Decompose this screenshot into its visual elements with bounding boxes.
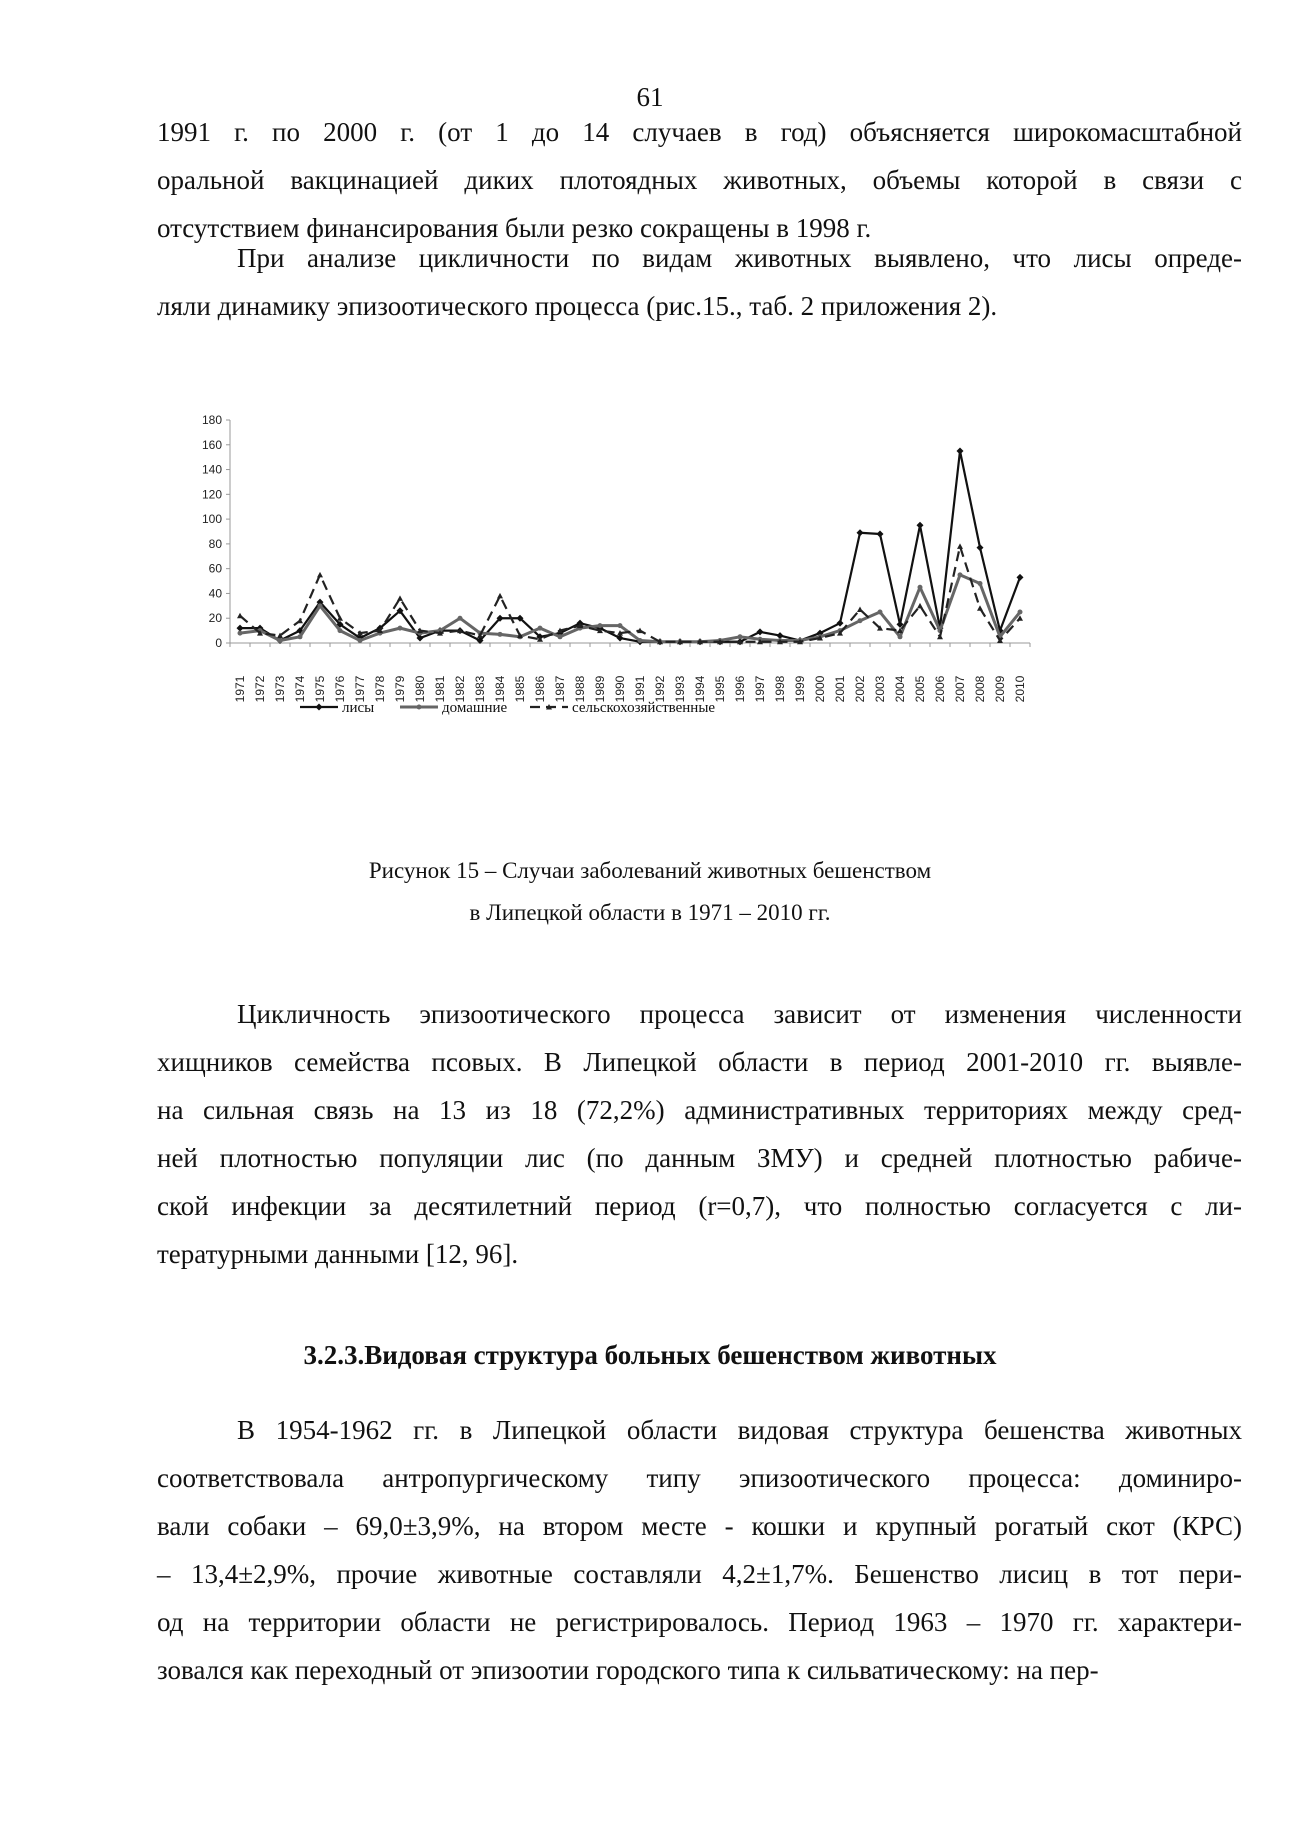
x-tick-label: 1983 bbox=[473, 675, 487, 703]
y-tick-label: 100 bbox=[201, 512, 222, 527]
x-tick-label: 1972 bbox=[253, 675, 267, 703]
text-line: – 13,4±2,9%, прочие животные составляли 4,2±1,7%. Бешенство лисиц в тот пери- bbox=[157, 1559, 1242, 1589]
data-point bbox=[398, 626, 403, 631]
x-tick-label: 1986 bbox=[533, 675, 547, 703]
y-tick-label: 140 bbox=[201, 462, 222, 477]
data-point bbox=[957, 447, 964, 454]
x-tick-label: 1974 bbox=[293, 675, 307, 703]
x-tick-label: 1987 bbox=[553, 675, 567, 703]
data-point bbox=[978, 581, 983, 586]
data-point bbox=[917, 603, 923, 609]
data-point bbox=[598, 623, 603, 628]
data-point bbox=[878, 610, 883, 615]
data-point bbox=[558, 634, 563, 639]
x-tick-label: 2005 bbox=[913, 675, 927, 703]
x-tick-label: 1990 bbox=[613, 675, 627, 703]
y-tick-label: 160 bbox=[201, 437, 222, 452]
data-point bbox=[397, 595, 403, 601]
text-line: отсутствием финансирования были резко сокращены в 1998 г. bbox=[157, 213, 872, 243]
x-tick-label: 2009 bbox=[993, 675, 1007, 703]
text-line: ляли динамику эпизоотического процесса (рис.15., таб. 2 приложения 2). bbox=[157, 291, 998, 321]
x-tick-label: 1984 bbox=[493, 675, 507, 703]
data-point bbox=[297, 618, 303, 624]
x-tick-label: 1975 bbox=[313, 675, 327, 703]
legend-label: сельскохозяйственные bbox=[572, 700, 716, 716]
section-heading: 3.2.3.Видовая структура больных бешенством животных bbox=[303, 1340, 997, 1370]
x-tick-label: 2002 bbox=[853, 675, 867, 703]
x-tick-label: 1985 bbox=[513, 675, 527, 703]
text-line: од на территории области не регистрировалось. Период 1963 – 1970 гг. характери- bbox=[157, 1607, 1242, 1637]
paragraph-1 bbox=[157, 108, 1242, 252]
data-point bbox=[857, 607, 863, 613]
data-point bbox=[1018, 610, 1023, 615]
data-point bbox=[617, 635, 624, 642]
x-tick-label: 2010 bbox=[1013, 675, 1027, 703]
x-tick-label: 1971 bbox=[233, 675, 247, 703]
x-tick-label: 1978 bbox=[373, 675, 387, 703]
x-tick-label: 1996 bbox=[733, 675, 747, 703]
data-point bbox=[957, 543, 963, 549]
x-tick-label: 2000 bbox=[813, 675, 827, 703]
data-point bbox=[857, 529, 864, 536]
data-point bbox=[918, 585, 923, 590]
data-point bbox=[858, 618, 863, 623]
x-tick-label: 1980 bbox=[413, 675, 427, 703]
x-tick-label: 2001 bbox=[833, 675, 847, 703]
x-tick-label: 2007 bbox=[953, 675, 967, 703]
x-tick-label: 2003 bbox=[873, 675, 887, 703]
data-point bbox=[458, 616, 463, 621]
figure-caption-line-1: Рисунок 15 – Случаи заболеваний животных бешенством bbox=[368, 858, 932, 883]
data-point bbox=[837, 620, 844, 627]
line-chart bbox=[170, 403, 1040, 743]
x-tick-label: 1981 bbox=[433, 675, 447, 703]
data-point bbox=[738, 634, 743, 639]
x-tick-label: 1977 bbox=[353, 675, 367, 703]
data-point bbox=[917, 522, 924, 529]
data-point bbox=[777, 632, 784, 639]
text-line: Цикличность эпизоотического процесса зависит от изменения численности bbox=[237, 999, 1242, 1029]
x-tick-label: 1999 bbox=[793, 675, 807, 703]
data-point bbox=[757, 628, 764, 635]
data-point bbox=[237, 613, 243, 619]
data-point bbox=[298, 634, 303, 639]
data-point bbox=[937, 634, 943, 640]
text-line: В 1954-1962 гг. в Липецкой области видовая структура бешенства животных bbox=[237, 1415, 1242, 1445]
text-line: вали собаки – 69,0±3,9%, на втором месте - кошки и крупный рогатый скот (КРС) bbox=[157, 1511, 1242, 1541]
x-tick-label: 1973 bbox=[273, 675, 287, 703]
data-point bbox=[238, 631, 243, 636]
x-tick-label: 1994 bbox=[693, 675, 707, 703]
x-tick-label: 1998 bbox=[773, 675, 787, 703]
text-line: 1991 г. по 2000 г. (от 1 до 14 случаев в год) объясняется широкомасштабной bbox=[157, 117, 1242, 147]
text-line: оральной вакцинацией диких плотоядных животных, объемы которой в связи с bbox=[157, 165, 1242, 195]
x-tick-label: 1991 bbox=[633, 675, 647, 703]
y-tick-label: 80 bbox=[208, 536, 222, 551]
y-tick-label: 120 bbox=[201, 487, 222, 502]
x-tick-label: 2006 bbox=[933, 675, 947, 703]
data-point bbox=[278, 638, 283, 643]
legend-label: лисы bbox=[342, 700, 375, 716]
data-point bbox=[958, 572, 963, 577]
data-point bbox=[318, 603, 323, 608]
figure-caption-line-2: в Липецкой области в 1971 – 2010 гг. bbox=[469, 900, 831, 925]
text-line: хищников семейства псовых. В Липецкой области в период 2001-2010 гг. выявле- bbox=[157, 1047, 1242, 1077]
x-tick-label: 1988 bbox=[573, 675, 587, 703]
text-line: на сильная связь на 13 из 18 (72,2%) административных территориях между сред- bbox=[157, 1095, 1242, 1125]
text-line: ней плотностью популяции лис (по данным ЗМУ) и средней плотностью рабиче- bbox=[157, 1143, 1242, 1173]
x-tick-label: 1993 bbox=[673, 675, 687, 703]
paragraph-3 bbox=[157, 990, 1242, 1278]
data-point bbox=[497, 593, 503, 599]
paragraph-2 bbox=[157, 234, 1242, 330]
x-tick-label: 2008 bbox=[973, 675, 987, 703]
x-tick-label: 1989 bbox=[593, 675, 607, 703]
data-point bbox=[898, 634, 903, 639]
x-tick-label: 1995 bbox=[713, 675, 727, 703]
data-point bbox=[638, 638, 643, 643]
data-point bbox=[358, 638, 363, 643]
x-tick-label: 1976 bbox=[333, 675, 347, 703]
x-tick-label: 1997 bbox=[753, 675, 767, 703]
x-tick-label: 2004 bbox=[893, 675, 907, 703]
y-tick-label: 20 bbox=[208, 611, 222, 626]
x-tick-label: 1979 bbox=[393, 675, 407, 703]
data-point bbox=[977, 605, 983, 611]
data-point bbox=[977, 544, 984, 551]
text-line: тературными данными [12, 96]. bbox=[157, 1239, 519, 1269]
data-point bbox=[237, 625, 244, 632]
data-point bbox=[317, 572, 323, 578]
data-point bbox=[498, 632, 503, 637]
paragraph-4 bbox=[157, 1406, 1242, 1694]
text-line: соответствовала антропургическому типу эпизоотического процесса: доминиро- bbox=[157, 1463, 1242, 1493]
legend-marker bbox=[417, 705, 422, 710]
series-line-1 bbox=[240, 451, 1020, 642]
x-tick-label: 1992 bbox=[653, 675, 667, 703]
page-number: 61 bbox=[636, 82, 664, 112]
y-tick-label: 60 bbox=[208, 561, 222, 576]
y-tick-label: 180 bbox=[201, 413, 222, 427]
x-tick-label: 1982 bbox=[453, 675, 467, 703]
data-point bbox=[1017, 574, 1024, 581]
y-tick-label: 0 bbox=[215, 636, 222, 650]
data-point bbox=[338, 628, 343, 633]
series-line-3 bbox=[240, 546, 1020, 641]
legend-label: домашние bbox=[442, 700, 508, 716]
figure-15-chart bbox=[170, 403, 1040, 743]
text-line: При анализе цикличности по видам животных выявлено, что лисы опреде- bbox=[237, 243, 1242, 273]
data-point bbox=[877, 530, 884, 537]
text-line: ской инфекции за десятилетний период (r=0,7), что полностью согласуется с ли- bbox=[157, 1191, 1242, 1221]
data-point bbox=[618, 623, 623, 628]
data-point bbox=[538, 626, 543, 631]
text-line: зовался как переходный от эпизоотии городского типа к сильватическому: на пер- bbox=[157, 1655, 1099, 1685]
legend-marker bbox=[316, 704, 323, 711]
y-tick-label: 40 bbox=[208, 586, 222, 601]
